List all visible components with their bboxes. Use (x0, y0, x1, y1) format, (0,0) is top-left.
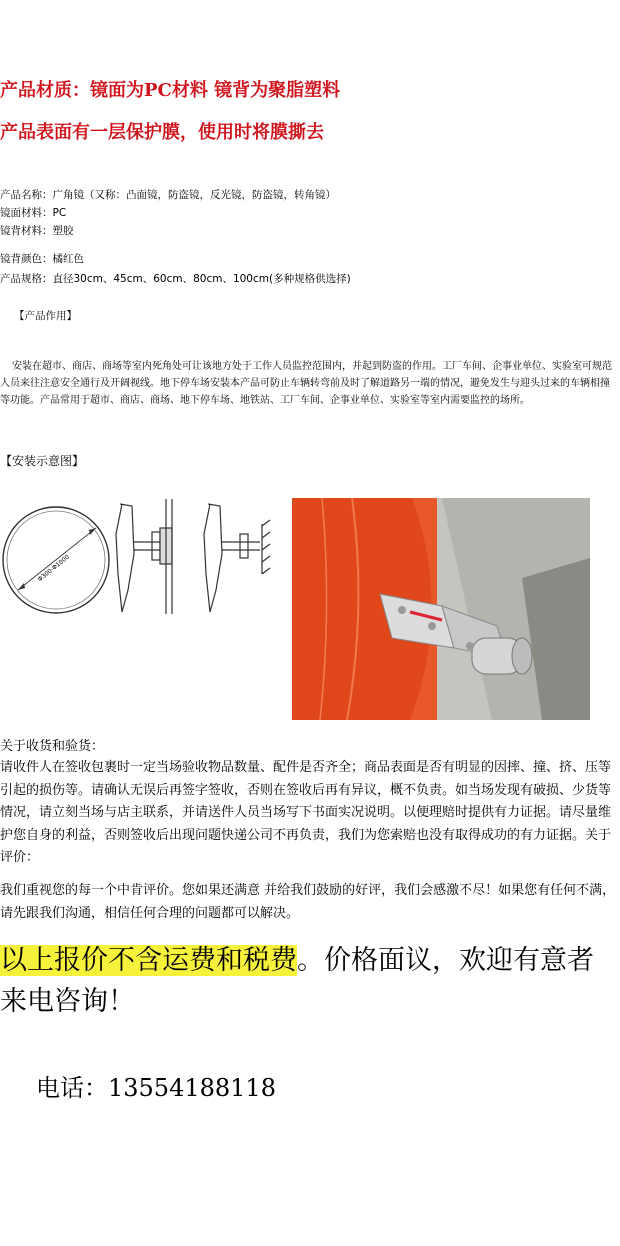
spec-value: 直径30cm、45cm、60cm、80cm、100cm(多种规格供选择) (52, 273, 351, 285)
price-notice (0, 940, 618, 1022)
receipt-title: 关于收货和验货： (0, 739, 105, 754)
spec-value: 橘红色 (52, 253, 84, 265)
mount-photo (292, 498, 590, 720)
spec-label: 产品规格： (0, 273, 53, 285)
mirror-circle-drawing (3, 507, 109, 613)
function-paragraph: 安装在超市、商店、商场等室内死角处可让该地方处于工作人员监控范围内，并起到防盗的作用。工厂车间、企事业单位、实验室可规范人员来往注意安全通行及开阔视线。地下停车场安装本产品可防止车辆转弯前及时了解道路另一端的情况，避免发生与迎头过来的车辆相撞等功能。产品常用于超市、商店、商场、地下停车场、地铁站、工厂车间、企事业单位、实验室等室内需要监控的场所。 (0, 361, 612, 406)
spec-label: 镜背颜色： (0, 253, 53, 265)
side-view-wall-mount (204, 504, 270, 612)
spec-label: 镜面材料： (0, 207, 53, 219)
phone-label: 电话： (36, 1074, 108, 1102)
price-notice-rest: 。价格面议，欢迎有意者来电咨询！ (0, 945, 594, 1017)
receipt-paragraph: 请收件人在签收包裹时一定当场验收物品数量、配件是否齐全；商品表面是否有明显的因摔、撞、挤、压等引起的损伤等。请确认无误后再签字签收，否则在签收后再有异议，概不负责。如当场发现有破损、少货等情况，请立刻当场与店主联系，并请送件人员当场写下书面实况说明。以便理赔时提供有力证据。请尽量维护您自身的利益，否则签收后出现问题快递公司不再负责，我们为您索赔也没有取得成功的有力证据。关于评价： (0, 760, 612, 865)
phone-number: 13554188118 (108, 1074, 276, 1102)
diameter-label: Φ300-Φ1000 (36, 553, 71, 584)
side-view-pole-mount (116, 499, 172, 614)
install-diagram (0, 494, 292, 624)
spec-back-color (0, 252, 84, 266)
price-notice-highlight: 以上报价不含运费和税费 (0, 945, 297, 976)
spec-product-name (0, 188, 336, 202)
review-paragraph: 我们重视您的每一个中肯评价。您如果还满意 并给我们鼓励的好评，我们会感激不尽！如果您有任何不满，请先跟我们沟通，相信任何合理的问题都可以解决。 (0, 883, 616, 921)
contact-phone (36, 1068, 276, 1103)
spec-mirror-material (0, 206, 66, 220)
spec-value: 广角镜（又称：凸面镜，防盗镜，反光镜，防盗镜，转角镜） (52, 189, 336, 201)
spec-back-material (0, 224, 74, 238)
spec-sizes (0, 272, 351, 286)
install-title: 【安装示意图】 (0, 454, 85, 468)
material-heading: 产品材质：镜面为PC材料 镜背为聚脂塑料 (0, 80, 341, 101)
spec-value: PC (52, 207, 67, 219)
spec-label: 镜背材料： (0, 225, 53, 237)
function-title: 【产品作用】 (14, 310, 77, 322)
spec-value: 塑胶 (52, 225, 74, 237)
protective-film-heading: 产品表面有一层保护膜，使用时将膜撕去 (0, 122, 324, 143)
spec-label: 产品名称： (0, 189, 53, 201)
